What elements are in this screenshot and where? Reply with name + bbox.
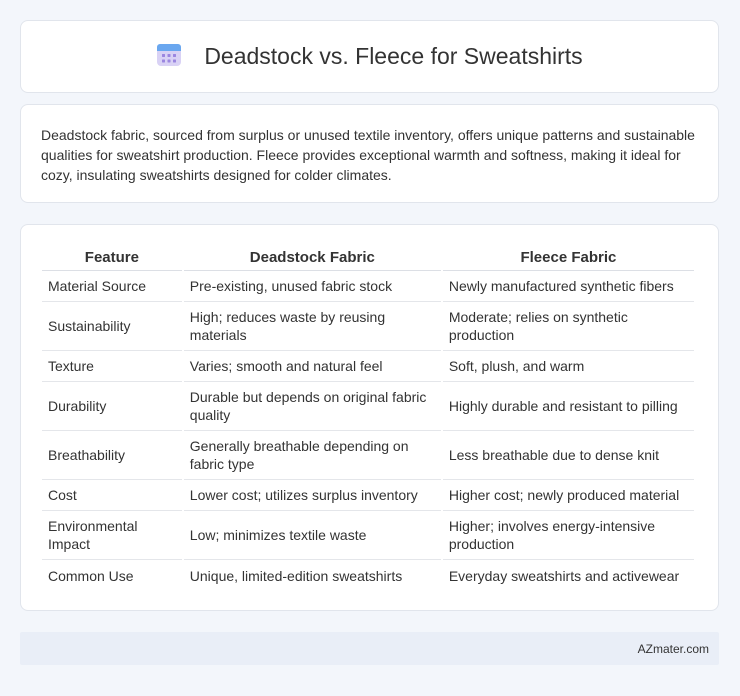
fleece-cell: Moderate; relies on synthetic production xyxy=(443,302,694,351)
fleece-cell: Less breathable due to dense knit xyxy=(443,431,694,480)
fleece-cell: Higher cost; newly produced material xyxy=(443,480,694,511)
deadstock-cell: Generally breathable depending on fabric type xyxy=(184,431,441,480)
description-card xyxy=(20,104,719,203)
footer-brand: AZmater.com xyxy=(637,641,709,656)
feature-cell: Material Source xyxy=(42,271,182,302)
comparison-table xyxy=(40,245,696,591)
column-header-fleece: Fleece Fabric xyxy=(443,245,694,271)
feature-cell: Common Use xyxy=(48,567,134,584)
calendar-icon xyxy=(156,41,182,72)
table-row xyxy=(42,351,694,382)
deadstock-cell: High; reduces waste by reusing materials xyxy=(184,302,441,351)
feature-cell: Breathability xyxy=(42,431,182,480)
feature-cell: Cost xyxy=(42,480,182,511)
title-wrap xyxy=(156,41,582,72)
description-text: Deadstock fabric, sourced from surplus or unused textile inventory, offers unique patterns and sustainable qualities for sweatshirt production. Fleece provides exceptional warmth and softness, making it ideal for cozy, insulating sweatshirts designed for colder climates. xyxy=(41,127,695,183)
deadstock-cell: Varies; smooth and natural feel xyxy=(184,351,441,382)
column-header-deadstock: Deadstock Fabric xyxy=(184,245,441,271)
feature-cell: Durability xyxy=(42,382,182,431)
table-row xyxy=(42,480,694,511)
table-row xyxy=(42,271,694,302)
footer xyxy=(20,632,719,665)
table-header-row xyxy=(42,245,694,271)
fleece-cell: Highly durable and resistant to pilling xyxy=(443,382,694,431)
deadstock-cell: Unique, limited-edition sweatshirts xyxy=(189,567,403,584)
table-row xyxy=(42,302,694,351)
table-row xyxy=(42,511,694,560)
column-header-feature: Feature xyxy=(42,245,182,271)
deadstock-cell: Lower cost; utilizes surplus inventory xyxy=(184,480,441,511)
fleece-cell: Higher; involves energy-intensive production xyxy=(443,511,694,560)
table-row xyxy=(42,560,694,591)
feature-cell: Environmental Impact xyxy=(42,511,182,560)
deadstock-cell: Durable but depends on original fabric quality xyxy=(184,382,441,431)
table-row xyxy=(42,382,694,431)
deadstock-cell: Pre-existing, unused fabric stock xyxy=(184,271,441,302)
feature-cell: Sustainability xyxy=(42,302,182,351)
title-card xyxy=(20,20,719,93)
comparison-table-card xyxy=(20,224,719,611)
deadstock-cell: Low; minimizes textile waste xyxy=(184,511,441,560)
page-title: Deadstock vs. Fleece for Sweatshirts xyxy=(204,43,583,69)
fleece-cell: Everyday sweatshirts and activewear xyxy=(448,567,680,584)
feature-cell: Texture xyxy=(42,351,182,382)
fleece-cell: Newly manufactured synthetic fibers xyxy=(443,271,694,302)
table-row xyxy=(42,431,694,480)
fleece-cell: Soft, plush, and warm xyxy=(443,351,694,382)
